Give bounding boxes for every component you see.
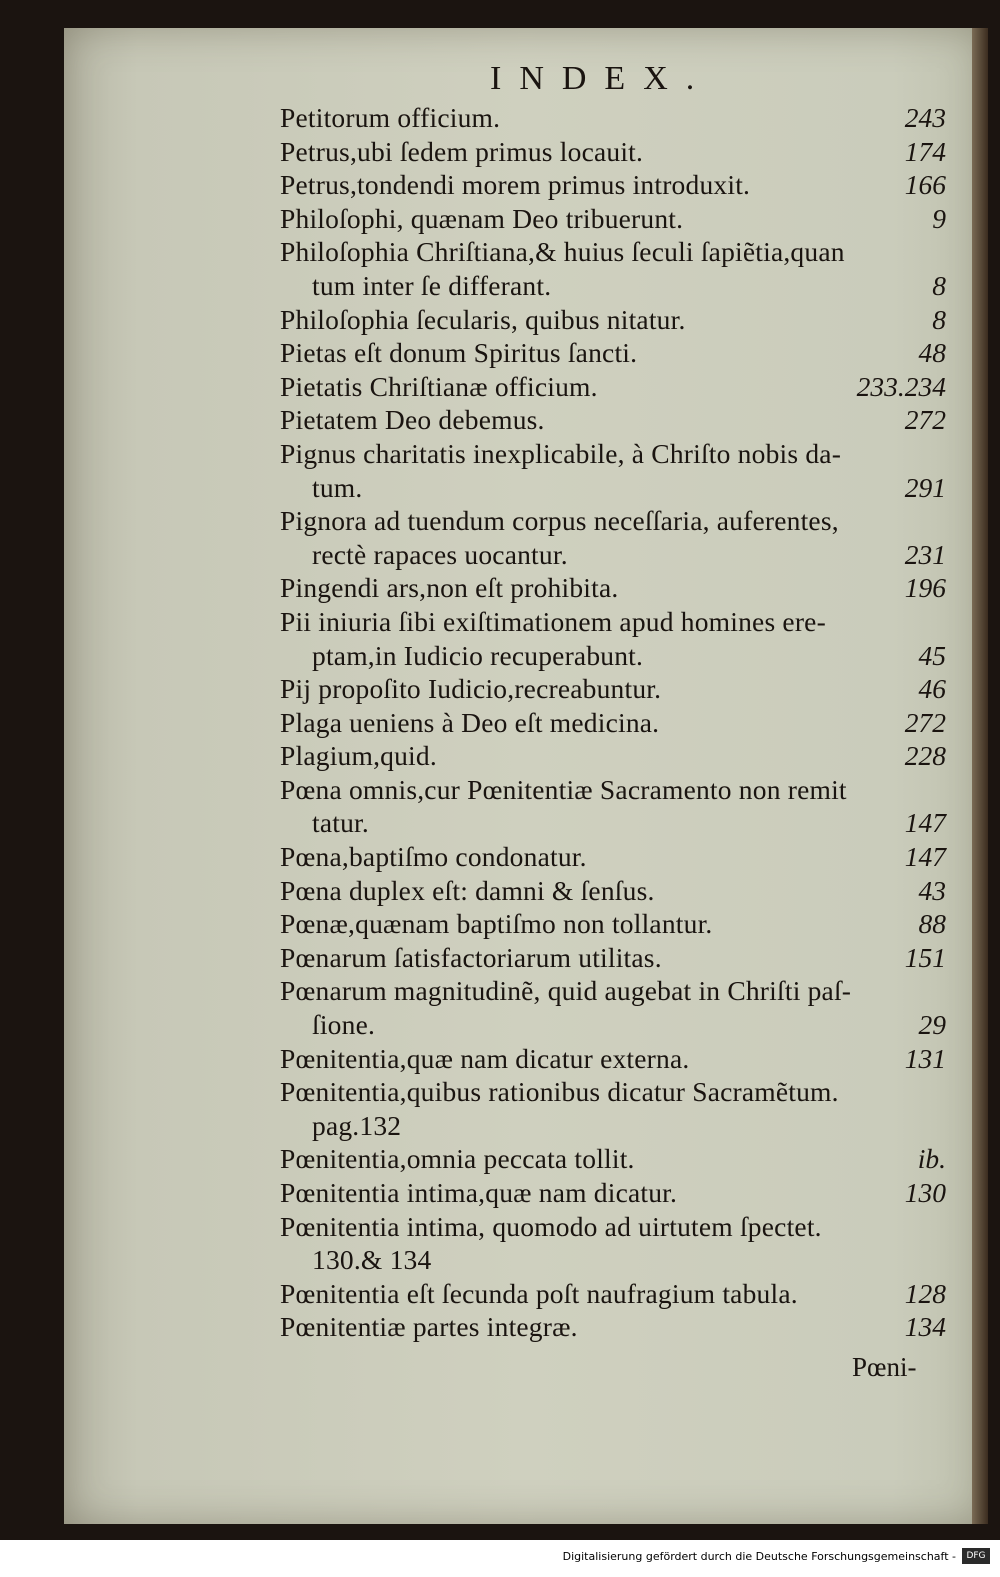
entry-page-number: 272 bbox=[904, 404, 946, 436]
entry-text: ptam,in Iudicio recuperabunt. bbox=[312, 639, 644, 671]
entry-page-number: 231 bbox=[904, 538, 946, 570]
index-entry bbox=[272, 539, 954, 573]
entry-page-number: 88 bbox=[918, 908, 946, 940]
entry-text: Pœna duplex eſt: damni & ſenſus. bbox=[280, 874, 655, 906]
entry-page-number: 45 bbox=[918, 639, 946, 671]
index-entry bbox=[272, 371, 954, 405]
entry-page-number: 174 bbox=[904, 135, 946, 167]
index-entry bbox=[272, 1009, 954, 1043]
entry-text: Plaga ueniens à Deo eſt medicina. bbox=[280, 706, 660, 738]
entry-page-number: 134 bbox=[904, 1311, 946, 1343]
index-entry bbox=[272, 1211, 954, 1245]
index-entry bbox=[272, 438, 954, 472]
index-entry bbox=[272, 304, 954, 338]
index-entry bbox=[272, 875, 954, 909]
index-entry bbox=[272, 908, 954, 942]
entry-text: tum. bbox=[312, 471, 363, 503]
footer-credit: Digitalisierung gefördert durch die Deutsche Forschungsgemeinschaft - bbox=[562, 1550, 956, 1563]
index-list bbox=[272, 102, 954, 1345]
book-edge bbox=[972, 28, 988, 1524]
index-entry bbox=[272, 404, 954, 438]
entry-text: Pignus charitatis inexplicabile, à Chriſto nobis da- bbox=[280, 437, 842, 469]
index-entry bbox=[272, 606, 954, 640]
index-entry bbox=[272, 740, 954, 774]
index-entry bbox=[272, 942, 954, 976]
index-entry bbox=[272, 270, 954, 304]
index-entry bbox=[272, 975, 954, 1009]
entry-page-number: 43 bbox=[918, 874, 946, 906]
index-entry bbox=[272, 203, 954, 237]
index-entry bbox=[272, 807, 954, 841]
index-entry bbox=[272, 1076, 954, 1110]
entry-text: Pingendi ars,non eſt prohibita. bbox=[280, 572, 619, 604]
running-head: INDEX. bbox=[490, 60, 713, 97]
dfg-logo-icon: DFG bbox=[962, 1548, 990, 1564]
entry-page-number: 46 bbox=[918, 673, 946, 705]
entry-page-number: 8 bbox=[932, 269, 946, 301]
index-entry bbox=[272, 136, 954, 170]
entry-text: Pœna,baptiſmo condonatur. bbox=[280, 841, 587, 873]
index-entry bbox=[272, 673, 954, 707]
index-entry bbox=[272, 505, 954, 539]
entry-text: Pietatis Chriſtianæ officium. bbox=[280, 370, 598, 402]
index-entry bbox=[272, 102, 954, 136]
entry-text: 130.& 134 bbox=[312, 1244, 432, 1276]
entry-page-number: 233.234 bbox=[856, 370, 946, 402]
index-entry bbox=[272, 1043, 954, 1077]
entry-text: Pii iniuria ſibi exiſtimationem apud homines ere- bbox=[280, 605, 826, 637]
index-entry bbox=[272, 1177, 954, 1211]
index-entry bbox=[272, 572, 954, 606]
entry-page-number: 147 bbox=[904, 807, 946, 839]
entry-text: Pœnitentia intima, quomodo ad uirtutem ſpectet. bbox=[280, 1210, 822, 1242]
entry-text: Pœnitentia,omnia peccata tollit. bbox=[280, 1143, 635, 1175]
entry-text: Pignora ad tuendum corpus neceſſaria, auferentes, bbox=[280, 505, 839, 537]
entry-page-number: 130 bbox=[904, 1177, 946, 1208]
index-entry bbox=[272, 337, 954, 371]
entry-text: Pœnarum magnitudinẽ, quid augebat in Chriſti paſ- bbox=[280, 975, 852, 1007]
entry-page-number: 151 bbox=[904, 941, 946, 973]
entry-page-number: 243 bbox=[904, 102, 946, 133]
entry-text: Pœnitentia,quæ nam dicatur externa. bbox=[280, 1042, 690, 1074]
index-entry bbox=[272, 169, 954, 203]
index-entry bbox=[272, 1110, 954, 1144]
entry-page-number: ib. bbox=[917, 1143, 946, 1175]
entry-text: Pietatem Deo debemus. bbox=[280, 404, 545, 436]
entry-text: Pœnæ,quænam baptiſmo non tollantur. bbox=[280, 908, 713, 940]
entry-page-number: 48 bbox=[918, 337, 946, 369]
entry-text: Pœnitentia,quibus rationibus dicatur Sacramẽtum. bbox=[280, 1076, 839, 1108]
entry-text: Petitorum officium. bbox=[280, 102, 501, 133]
index-entry bbox=[272, 841, 954, 875]
entry-page-number: 228 bbox=[904, 740, 946, 772]
entry-text: Petrus,ubi ſedem primus locauit. bbox=[280, 135, 644, 167]
entry-text: Pij propoſito Iudicio,recreabuntur. bbox=[280, 673, 662, 705]
catchword: Pœni- bbox=[852, 1352, 917, 1382]
index-entry bbox=[272, 1278, 954, 1312]
entry-page-number: 147 bbox=[904, 841, 946, 873]
entry-text: rectè rapaces uocantur. bbox=[312, 538, 568, 570]
entry-page-number: 272 bbox=[904, 706, 946, 738]
entry-text: Philoſophia ſecularis, quibus nitatur. bbox=[280, 303, 686, 335]
index-entry bbox=[272, 774, 954, 808]
entry-page-number: 131 bbox=[904, 1042, 946, 1074]
entry-text: Pœnitentia eſt ſecunda poſt naufragium tabula. bbox=[280, 1277, 798, 1309]
entry-text: Philoſophi, quænam Deo tribuerunt. bbox=[280, 202, 684, 234]
index-entry bbox=[272, 707, 954, 741]
entry-text: Petrus,tondendi morem primus introduxit. bbox=[280, 169, 751, 201]
entry-text: tum inter ſe differant. bbox=[312, 269, 552, 301]
entry-page-number: 196 bbox=[904, 572, 946, 604]
entry-page-number: 128 bbox=[904, 1277, 946, 1309]
index-entry bbox=[272, 236, 954, 270]
entry-page-number: 8 bbox=[932, 303, 946, 335]
entry-text: Pœnarum ſatisfactoriarum utilitas. bbox=[280, 941, 662, 973]
index-entry bbox=[272, 1244, 954, 1278]
entry-text: Pœnitentia intima,quæ nam dicatur. bbox=[280, 1177, 678, 1208]
entry-text: pag.132 bbox=[312, 1109, 402, 1141]
index-entry bbox=[272, 1143, 954, 1177]
entry-page-number: 291 bbox=[904, 471, 946, 503]
index-entry bbox=[272, 472, 954, 506]
entry-text: tatur. bbox=[312, 807, 369, 839]
entry-page-number: 166 bbox=[904, 169, 946, 201]
entry-page-number: 29 bbox=[918, 1009, 946, 1041]
index-entry bbox=[272, 1311, 954, 1345]
entry-text: ſione. bbox=[312, 1009, 376, 1041]
entry-text: Pœna omnis,cur Pœnitentiæ Sacramento non remit bbox=[280, 773, 847, 805]
entry-text: Philoſophia Chriſtiana,& huius ſeculi ſapiẽtia,quan bbox=[280, 236, 845, 268]
entry-text: Pœnitentiæ partes integræ. bbox=[280, 1311, 578, 1343]
entry-text: Pietas eſt donum Spiritus ſancti. bbox=[280, 337, 638, 369]
entry-text: Plagium,quid. bbox=[280, 740, 437, 772]
index-entry bbox=[272, 640, 954, 674]
entry-page-number: 9 bbox=[932, 202, 946, 234]
